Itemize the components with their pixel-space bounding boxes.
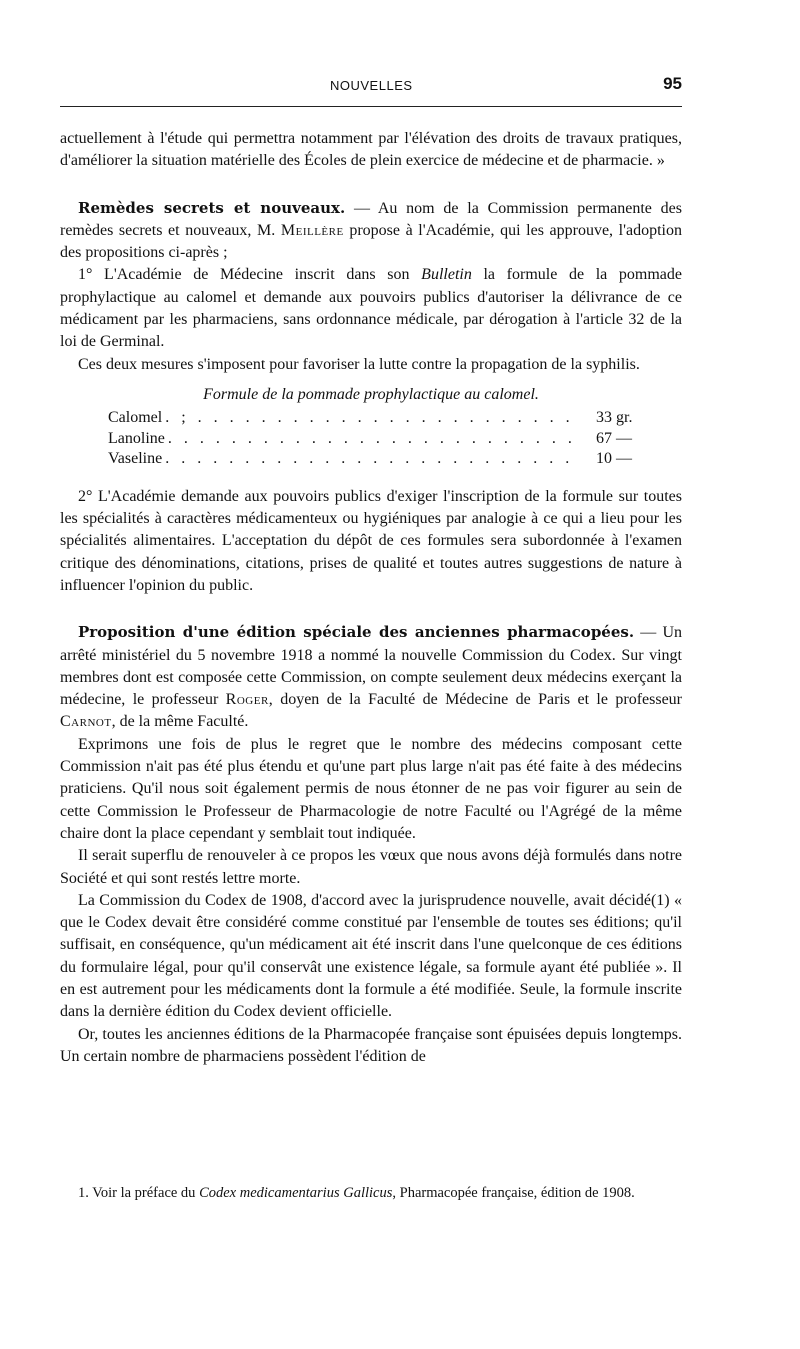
author-name-meillere: Meillère	[280, 221, 344, 239]
ingredient-quantity: 67 —	[596, 429, 632, 447]
paragraph-anciennes-editions: Or, toutes les anciennes éditions de la Pharmacopée française sont épuisées depuis longtemps. Un certain nombre de pharmaciens possèdent l'édition de	[60, 1025, 682, 1065]
paragraph-1: actuellement à l'étude qui permettra notamment par l'élévation des droits de travaux pratiques, d'améliorer la situation matérielle des Écoles de plein exercice de médecine et de pharmacie. »	[60, 130, 682, 170]
leader-dots: . . . . . . . . . . . . . . . . . . . . . . . . . .	[165, 450, 574, 468]
section-heading-remedes: Remèdes secrets et nouveaux.	[78, 198, 346, 217]
footnote-reference[interactable]: (1)	[650, 891, 670, 909]
page-number: 95	[663, 74, 682, 93]
running-title: NOUVELLES	[330, 78, 413, 93]
footnote: 1. Voir la préface du Codex medicamentarius Gallicus, Pharmacopée française, édition de 1908.	[78, 1185, 635, 1201]
page-header	[60, 76, 682, 102]
paragraph-point-2: 2° L'Académie demande aux pouvoirs publics d'exiger l'inscription de la formule sur toutes les spécialités à caractères médicamenteux ou hygiéniques par analogie à ce qui a lieu pour les spécialités alimentaires. L'acceptation du dépôt de ces formules sera subordonnée à l'examen critique des dénominations, citations, prises de qualité et toutes autres suggestions de nature à influencer l'opinion du public.	[60, 487, 682, 594]
leader-dots: . . . . . . . . . . . . . . . . . . . . . . . . . .	[167, 429, 576, 447]
paragraph-point-1: 1° L'Académie de Médecine inscrit dans son Bulletin la formule de la pommade prophylactique au calomel et demande aux pouvoirs publics d'autoriser la délivrance de ce médicament par les pharmaciens, sans ordonnance médicale, par dérogation à l'article 32 de la loi de Germinal.	[60, 266, 683, 351]
ingredient-name: Calomel	[108, 409, 163, 427]
paragraph-exprimons: Exprimons une fois de plus le regret que le nombre des médecins composant cette Commission n'ait pas été plus étendu et qu'une part plus large n'ait pas été faite à des médecins praticiens. Qu'il nous soit également permis de nous étonner de ne pas voir figurer au sein de cette Commission le Professeur de Pharmacologie de notre Faculté ou l'Agrégé de la même chaire dont la place cependant y semblait tout indiquée.	[60, 735, 682, 842]
paragraph-remedes-secrets: Remèdes secrets et nouveaux. — Au nom de la Commission permanente des remèdes secrets et nouveaux, M. Meillère propose à l'Académie, qui les approuve, l'adoption des propositions ci-après ;	[60, 198, 682, 262]
paragraph-mesures: Ces deux mesures s'imposent pour favoriser la lutte contre la propagation de la syphilis.	[78, 355, 640, 373]
section-heading-proposition: Proposition d'une édition spéciale des anciennes pharmacopées.	[78, 623, 635, 642]
body-text	[60, 128, 682, 1068]
author-name-roger: Roger	[225, 691, 269, 709]
header-rule	[60, 106, 682, 107]
paragraph-commission-codex: La Commission du Codex de 1908, d'accord avec la jurisprudence nouvelle, avait décidé(1) « que le Codex devait être considéré comme constitué par l'ensemble de toutes ses éditions; qu'il suffisait, en conséquence, qu'un médicament ait été inscrit dans l'une quelconque de ces éditions du formulaire légal, pour qu'il conservât une existence légale, sa formule ayant été publiée ». Il en est autrement pour les médicaments dont la formule a été modifiée. Seule, la formule inscrite dans la dernière édition du Codex devient officielle.	[60, 891, 683, 1021]
paragraph-superflu: Il serait superflu de renouveler à ce propos les vœux que nous avons déjà formulés dans notre Société et qui sont restés lettre morte.	[60, 847, 682, 887]
leader-dots: . ; . . . . . . . . . . . . . . . . . . . . . . . .	[165, 409, 574, 427]
codex-title: Codex medicamentarius Gallicus	[199, 1185, 393, 1201]
formula-row	[108, 429, 648, 450]
formula-table	[108, 408, 648, 470]
ingredient-name: Vaseline	[108, 450, 163, 468]
bulletin-title: Bulletin	[421, 266, 472, 284]
formula-title: Formule de la pommade prophylactique au calomel.	[203, 385, 539, 403]
author-name-carnot: Carnot	[60, 713, 112, 731]
footnote-marker: 1.	[78, 1185, 89, 1201]
paragraph-proposition: Proposition d'une édition spéciale des anciennes pharmacopées. — Un arrêté ministériel du 5 novembre 1918 a nommé la nouvelle Commission du Codex. Sur vingt membres dont est composée cette Commission, on compte seulement deux médecins exerçant la médecine, le professeur Roger, doyen de la Faculté de Médecine de Paris et le professeur Carnot, de la même Faculté.	[60, 623, 683, 731]
ingredient-quantity: 33 gr.	[596, 409, 633, 427]
ingredient-quantity: 10 —	[596, 450, 632, 468]
formula-row	[108, 408, 648, 429]
ingredient-name: Lanoline	[108, 429, 165, 447]
formula-row	[108, 449, 648, 470]
